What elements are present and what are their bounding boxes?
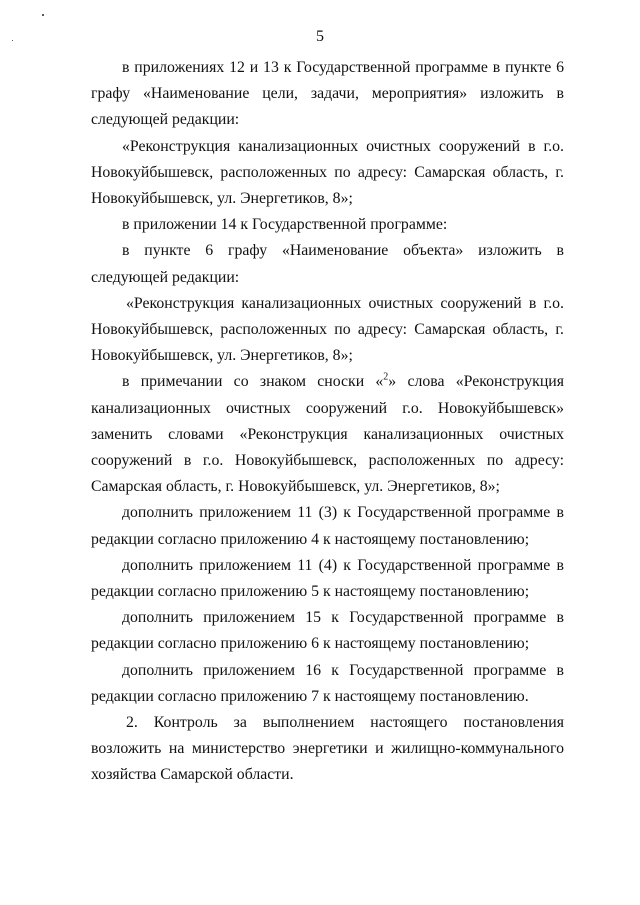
paragraph-add-appendix-11-3: дополнить приложением 11 (3) к Государственной программе в редакции согласно приложению 4 к настоящему постановлению; [91,504,564,548]
paragraph-reconstruction-name-2: «Реконструкция канализационных очистных сооружений в г.о. Новокуйбышевск, расположенных по адресу: Самарская область, г. Новокуйбышевск, ул. Энергетиков, 8»; [91,294,564,365]
paragraph-appendix-14: в приложении 14 к Государственной программе: [122,216,448,234]
paragraph-appendices-12-13: в приложениях 12 и 13 к Государственной программе в пункте 6 графу «Наименование цели, задачи, мероприятия» изложить в следующей редакции: [91,59,564,129]
paragraph-add-appendix-16: дополнить приложением 16 к Государственной программе в редакции согласно приложению 7 к настоящему постановлению. [91,661,564,705]
document-body [91,55,564,789]
paragraph-add-appendix-15: дополнить приложением 15 к Государственной программе в редакции согласно приложению 6 к настоящему постановлению; [91,609,564,653]
paragraph-footnote-note [91,369,564,500]
paragraph-add-appendix-11-4: дополнить приложением 11 (4) к Государственной программе в редакции согласно приложению 5 к настоящему постановлению; [91,556,564,601]
paragraph-control: 2. Контроль за выполнением настоящего постановления возложить на министерство энергетики и жилищно-коммунального хозяйства Самарской области. [91,714,564,784]
page-number: 5 [316,28,324,45]
paragraph-object-name-column: в пункте 6 графу «Наименование объекта» изложить в следующей редакции: [91,242,564,286]
footnote-note-text-start: в примечании со знаком сноски « [122,373,384,391]
scan-dot-mark [42,14,44,16]
paragraph-reconstruction-name-1: «Реконструкция канализационных очистных сооружений в г.о. Новокуйбышевск, расположенных по адресу: Самарская область, г. Новокуйбышевск, ул. Энергетиков, 8»; [91,137,564,208]
footnote-note-text-end: » слова «Реконструкция канализационных очистных сооружений г.о. Новокуйбышевск» заменить словами «Реконструкция канализационных очистных сооружений в г.о. Новокуйбышевск, расположенных по адресу: Самарская область, г. Новокуйбышевск, ул. Энергетиков, 8»; [91,373,564,496]
footnote-superscript: 2 [383,372,389,384]
